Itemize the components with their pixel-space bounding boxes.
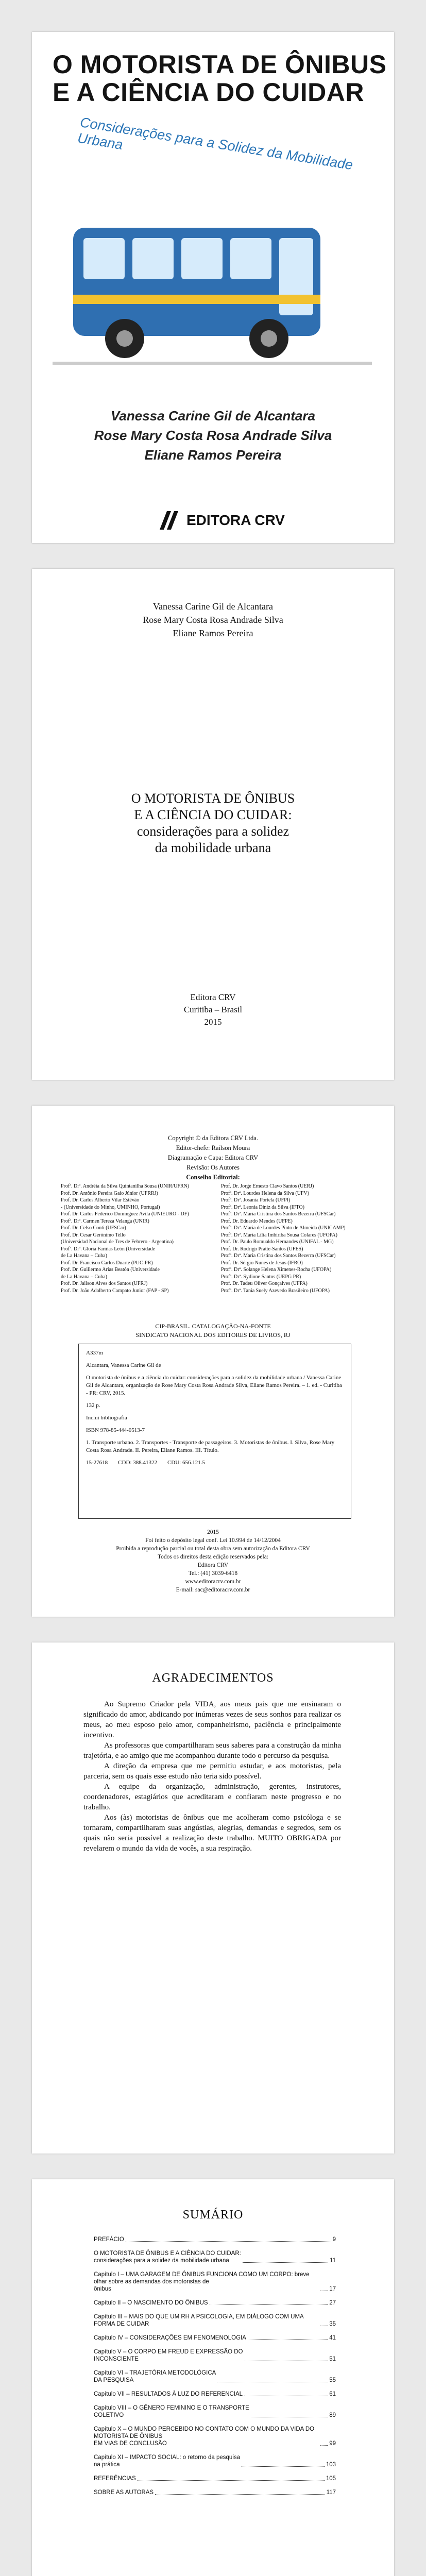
toc-entry[interactable] <box>94 2475 336 2482</box>
cip-number: 15-27618 <box>86 1460 108 1466</box>
title-page-author: Rose Mary Costa Rosa Andrade Silva <box>143 615 283 625</box>
footer-line: Proibida a reprodução parcial ou total desta obra sem autorização da Editora CRV <box>116 1546 310 1552</box>
council-member: Profª. Drª. Maria de Lourdes Pinto de Almeida (UNICAMP) <box>221 1225 346 1231</box>
toc-entry[interactable] <box>94 2489 336 2496</box>
council-member: Profª. Drª. Maria Cristina dos Santos Bezerra (UFSCar) <box>221 1253 336 1259</box>
copyright-page <box>32 1106 394 1617</box>
toc-entry-title: REFERÊNCIAS <box>94 2476 136 2482</box>
toc-entry-title: SOBRE AS AUTORAS <box>94 2489 154 2496</box>
toc-entry[interactable] <box>94 2454 336 2468</box>
cip-code: A337m <box>86 1350 103 1356</box>
title-line: O MOTORISTA DE ÔNIBUS <box>131 791 295 806</box>
toc-page-number: 103 <box>326 2462 336 2468</box>
cover-title-line-1: O MOTORISTA DE ÔNIBUS <box>53 50 387 79</box>
publisher-city: Curitiba – Brasil <box>183 1005 243 1014</box>
council-member: Profª. Drª. Carmen Tereza Velanga (UNIR) <box>61 1218 149 1224</box>
title-line: da mobilidade urbana <box>155 840 271 855</box>
paragraph: Ao Supremo Criador pela VIDA, aos meus pais que me ensinaram o significado do amor, abdicando por inúmeras vezes de seus sonhos para realizar os meus, ao meu esposo pelo amor, companheirismo, paciência e principalmente incentivo. <box>83 1700 341 1739</box>
toc-entry[interactable] <box>94 2348 336 2363</box>
toc-entry-title: Capítulo XI – IMPACTO SOCIAL: o retorno da pesquisa na prática <box>94 2454 241 2468</box>
toc-entry[interactable] <box>94 2313 336 2328</box>
toc-entry[interactable] <box>94 2271 336 2293</box>
council-column-right <box>221 1183 370 1294</box>
cover-title <box>53 50 387 106</box>
council-member: Prof. Dr. Tadeu Oliver Gonçalves (UFPA) <box>221 1281 308 1286</box>
publisher-logo-text: EDITORA CRV <box>186 512 285 528</box>
toc-entry-subtitle: considerações para a solidez da mobilidade urbana <box>94 2258 229 2264</box>
copyright-footer <box>32 1528 394 1594</box>
footer-line: E-mail: sac@editoracrv.com.br <box>176 1587 250 1593</box>
cip-heading-line: CIP-BRASIL. CATALOGAÇÃO-NA-FONTE <box>155 1323 271 1330</box>
copyright-line: Editor-chefe: Railson Moura <box>176 1144 250 1151</box>
toc-page-number: 99 <box>329 2441 336 2447</box>
cover-author-1: Vanessa Carine Gil de Alcantara <box>111 408 315 423</box>
toc-entry-title: Capítulo V – O CORPO EM FREUD E EXPRESSÃO DO INCONSCIENTE <box>94 2349 243 2362</box>
publisher-year: 2015 <box>204 1017 222 1027</box>
toc-page-number: 35 <box>329 2321 336 2327</box>
council-member: de La Havana – Cuba) <box>61 1253 107 1259</box>
cip-cdd: CDD: 388.41322 <box>118 1460 157 1466</box>
toc-entry-title: Capítulo VIII – O GÊNERO FEMININO E O TRANSPORTE COLETIVO <box>94 2405 249 2418</box>
toc-page-number: 89 <box>329 2412 336 2418</box>
acknowledgements-body <box>83 1699 341 1854</box>
summary-page <box>32 2179 394 2576</box>
council-member: Prof. Dr. Rodrigo Pratte-Santos (UFES) <box>221 1246 303 1252</box>
toc-page-number: 55 <box>329 2377 336 2383</box>
toc-entry-subtitle: na prática <box>94 2462 120 2468</box>
footer-line: Editora CRV <box>197 1562 229 1568</box>
toc-page-number: 117 <box>326 2489 336 2496</box>
title-page-authors <box>32 600 394 640</box>
council-member: Prof. Dr. Eduardo Mendes (UFPE) <box>221 1218 293 1224</box>
toc-page-number: 9 <box>332 2236 336 2243</box>
toc-entry-subtitle: EM VIAS DE CONCLUSÃO <box>94 2441 167 2447</box>
toc-entry[interactable] <box>94 2334 336 2342</box>
copyright-head <box>32 1133 394 1182</box>
council-member: Profª. Drª. Maria Lília Imbiriba Sousa Colares (UFOPA) <box>221 1232 337 1238</box>
table-of-contents <box>94 2236 336 2503</box>
toc-entry-subtitle: COLETIVO <box>94 2412 124 2418</box>
toc-entry-title: PREFÁCIO <box>94 2236 124 2243</box>
council-member: Prof. Dr. Jorge Ernesto Clavo Santos (UERJ) <box>221 1183 314 1189</box>
paragraph: A equipe da organização, administração, gerentes, instrutores, coordenadores, estagiários que acreditaram e confiaram neste progresso e no trabalho. <box>83 1783 341 1811</box>
council-member: Prof. Dr. João Adalberto Campato Junior (FAP - SP) <box>61 1287 169 1294</box>
council-member: Prof. Dr. Sérgio Nunes de Jesus (IFRO) <box>221 1260 303 1266</box>
council-column-left <box>61 1183 210 1294</box>
council-member: Profª. Drª. Josania Portela (UFPI) <box>221 1197 291 1203</box>
title-page-author: Eliane Ramos Pereira <box>173 628 253 638</box>
title-page <box>32 569 394 1080</box>
cip-bibliography: Inclui bibliografia <box>86 1415 127 1421</box>
title-line: considerações para a solidez <box>137 824 289 839</box>
cip-heading-line: SINDICATO NACIONAL DOS EDITORES DE LIVROS, RJ <box>135 1331 291 1338</box>
council-member: Prof. Dr. Paulo Romualdo Hernandes (UNIFAL - MG) <box>221 1239 334 1245</box>
toc-entry[interactable] <box>94 2236 336 2243</box>
cover-subtitle: Considerações para a Solidez da Mobilidade Urbana <box>76 114 354 173</box>
toc-entry-title: Capítulo X – O MUNDO PERCEBIDO NO CONTATO COM O MUNDO DA VIDA DO MOTORISTA DE ÔNIBUS EM VIAS DE CONCLUSÃO <box>94 2426 319 2447</box>
toc-entry[interactable] <box>94 2369 336 2384</box>
council-member: Profª. Drª. Leonia Diniz da Silva (IFTO) <box>221 1204 304 1210</box>
copyright-line: Copyright © da Editora CRV Ltda. <box>168 1134 258 1142</box>
title-page-author: Vanessa Carine Gil de Alcantara <box>153 601 273 612</box>
footer-line: 2015 <box>207 1529 219 1535</box>
council-member: - (Universidade do Minho, UMINHO, Portugal) <box>61 1204 160 1210</box>
council-member: Profª. Drª. Gloria Fariñas León (Universidade <box>61 1246 155 1252</box>
bus-illustration <box>53 166 372 382</box>
title-page-publisher <box>32 991 394 1028</box>
toc-leader-dots <box>242 2466 325 2467</box>
acknowledgements-title: AGRADECIMENTOS <box>152 1671 274 1685</box>
toc-page-number: 61 <box>329 2391 336 2397</box>
copyright-line: Conselho Editorial: <box>186 1174 240 1181</box>
council-member: Prof. Dr. Jailson Alves dos Santos (UFRJ) <box>61 1281 148 1286</box>
title-page-title <box>32 790 394 856</box>
cip-description: O motorista de ônibus e a ciência do cuidar: considerações para a solidez da mobilidade urbana / Vanessa Carine Gil de Alcantara, organização de Rose Mary Costa Rosa Andrade Silva, Eliane Ramos Pereira. – 1. ed. - Curitiba - PR: CRV, 2015. <box>86 1375 342 1396</box>
footer-line: Todos os direitos desta edição reservados pela: <box>157 1554 269 1560</box>
council-member: (Universidad Nacional de Tres de Febrero - Argentina) <box>61 1239 174 1245</box>
title-line: E A CIÊNCIA DO CUIDAR: <box>134 807 292 822</box>
toc-page-number: 105 <box>326 2476 336 2482</box>
council-member: Prof. Dr. Francisco Carlos Duarte (PUC-PR) <box>61 1260 153 1266</box>
toc-page-number: 17 <box>329 2286 336 2292</box>
copyright-line: Revisão: Os Autores <box>186 1164 240 1171</box>
council-member: de La Havana – Cuba) <box>61 1274 107 1280</box>
council-member: Prof. Dr. Celso Conti (UFSCar) <box>61 1225 126 1231</box>
toc-page-number: 27 <box>329 2300 336 2306</box>
cip-isbn: ISBN 978-85-444-0513-7 <box>86 1427 145 1433</box>
toc-page-number: 41 <box>329 2335 336 2341</box>
toc-entry-subtitle: INCONSCIENTE <box>94 2356 139 2362</box>
cover-author-2: Rose Mary Costa Rosa Andrade Silva <box>94 428 332 443</box>
council-member: Profª. Drª. Andréia da Silva Quintanilha Sousa (UNIR/UFRN) <box>61 1183 190 1189</box>
toc-entry-title: Capítulo VI – TRAJETÓRIA METODOLÓGICA DA PESQUISA <box>94 2370 216 2383</box>
toc-entry-title: Capítulo IV – CONSIDERAÇÕES EM FENOMENOLOGIA <box>94 2335 246 2341</box>
toc-entry-title: Capítulo I – UMA GARAGEM DE ÔNIBUS FUNCIONA COMO UM CORPO: breve olhar sobre as demandas dos motoristas de ônibus <box>94 2271 319 2293</box>
council-member: Profª. Drª. Tania Suely Azevedo Brasileiro (UFOPA) <box>221 1287 330 1294</box>
cip-author: Alcantara, Vanessa Carine Gil de <box>86 1362 161 1368</box>
paragraph: A direção da empresa que me permitiu estudar, e aos motoristas, pela parceria, sem os quais esse estudo não teria sido possível. <box>83 1762 341 1781</box>
book-cover <box>32 32 394 543</box>
toc-entry-subtitle: DA PESQUISA <box>94 2377 134 2383</box>
crv-logo-icon <box>160 511 181 530</box>
toc-leader-dots <box>320 2445 328 2446</box>
toc-leader-dots <box>210 2304 328 2305</box>
cip-pages: 132 p. <box>86 1402 100 1409</box>
council-member: Profª. Drª. Maria Cristina dos Santos Bezerra (UFSCar) <box>221 1211 336 1217</box>
paragraph: As professoras que compartilharam seus saberes para a construção da minha trajetória, e ao amigo que me acompanhou durante todo o percurso da pesquisa. <box>83 1741 341 1760</box>
council-member: Profª. Drª. Solange Helena Ximenes-Rocha (UFOPA) <box>221 1267 332 1273</box>
cip-record <box>78 1344 351 1519</box>
toc-leader-dots <box>155 2494 325 2495</box>
toc-page-number: 11 <box>330 2258 336 2264</box>
summary-title: SUMÁRIO <box>182 2208 244 2222</box>
council-member: Prof. Dr. Antônio Pereira Gaio Júnior (UFRRJ) <box>61 1190 158 1196</box>
paragraph: Aos (às) motoristas de ônibus que me acolheram como psicóloga e se tornaram, compartilharam suas angústias, alegrias, demandas e segredos, sem os quais não seria possível a realização deste trabalho. MUITO OBRIGADA por revelarem o mundo da vida de vocês, a sua respiração. <box>83 1814 341 1853</box>
toc-entry-title: Capítulo VII – RESULTADOS À LUZ DO REFERENCIAL <box>94 2391 243 2397</box>
editorial-council <box>61 1183 370 1294</box>
toc-entry-subtitle: ônibus <box>94 2286 111 2292</box>
toc-entry-title: O MOTORISTA DE ÔNIBUS E A CIÊNCIA DO CUIDAR: considerações para a solidez da mobilidade urbana <box>94 2250 241 2264</box>
footer-line: Tel.: (41) 3039-6418 <box>188 1570 238 1577</box>
council-member: Prof. Dr. Cesar Gerónimo Tello <box>61 1232 126 1238</box>
toc-entry-title: Capítulo II – O NASCIMENTO DO ÔNIBUS <box>94 2300 208 2306</box>
toc-entry[interactable] <box>94 2299 336 2307</box>
council-member: Prof. Dr. Guillermo Arias Beatón (Universidade <box>61 1267 160 1273</box>
publisher-name: Editora CRV <box>190 992 236 1002</box>
council-member: Prof. Dr. Carlos Federico Dominguez Avila (UNIEURO - DF) <box>61 1211 189 1217</box>
toc-leader-dots <box>138 2480 325 2481</box>
toc-entry[interactable] <box>94 2250 336 2264</box>
cip-classification <box>86 1459 344 1467</box>
acknowledgements-page <box>32 1642 394 2154</box>
cip-cdu: CDU: 656.121.5 <box>167 1460 205 1466</box>
council-member: Profª. Drª. Sydione Santos (UEPG PR) <box>221 1274 301 1280</box>
toc-entry[interactable] <box>94 2426 336 2447</box>
toc-page-number: 51 <box>329 2356 336 2362</box>
publisher-logo <box>160 511 285 530</box>
toc-entry[interactable] <box>94 2391 336 2398</box>
toc-leader-dots <box>126 2241 331 2242</box>
toc-leader-dots <box>243 2262 328 2263</box>
toc-entry-title: Capítulo III – MAIS DO QUE UM RH A PSICOLOGIA, EM DIÁLOGO COM UMA FORMA DE CUIDAR <box>94 2314 304 2327</box>
cover-title-line-2: E A CIÊNCIA DO CUIDAR <box>53 78 364 107</box>
footer-line: www.editoracrv.com.br <box>185 1579 241 1585</box>
toc-entry[interactable] <box>94 2404 336 2419</box>
footer-line: Foi feito o depósito legal conf. Lei 10.994 de 14/12/2004 <box>145 1537 281 1544</box>
copyright-line: Diagramação e Capa: Editora CRV <box>167 1154 259 1161</box>
cip-subjects: 1. Transporte urbano. 2. Transportes - Transporte de passageiros. 3. Motoristas de ônibus. I. Silva, Rose Mary Costa Rosa Andrade. II. Pereira, Eliane Ramos. III. Título. <box>86 1439 335 1453</box>
cip-heading <box>32 1322 394 1340</box>
council-member: Prof. Dr. Carlos Alberto Vilar Estêvão <box>61 1197 140 1203</box>
council-member: Profª. Drª. Lourdes Helena da Silva (UFV) <box>221 1190 310 1196</box>
cover-author-3: Eliane Ramos Pereira <box>144 447 282 463</box>
